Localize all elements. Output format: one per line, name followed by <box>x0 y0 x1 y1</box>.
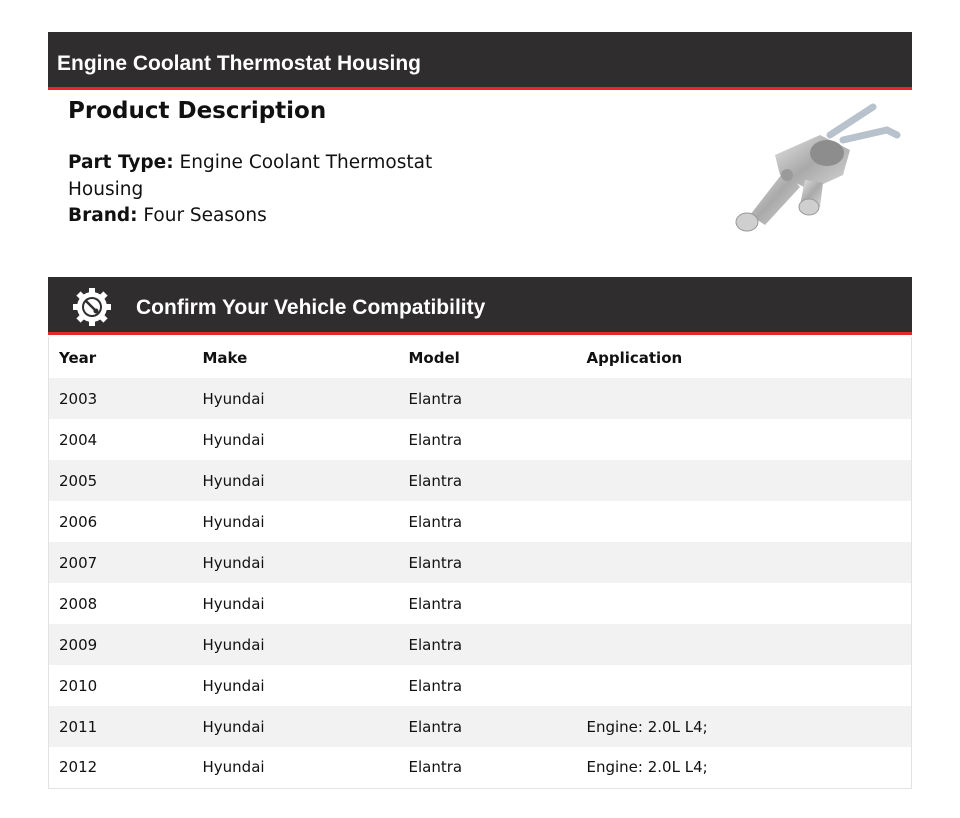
cell-application <box>577 460 912 501</box>
cell-make: Hyundai <box>202 635 265 654</box>
compatibility-table <box>48 337 912 789</box>
table-row <box>49 706 912 747</box>
cell-year: 2004 <box>59 430 98 449</box>
cell-year: 2006 <box>59 512 98 531</box>
cell-application: Engine: 2.0L L4; <box>586 717 708 736</box>
cell-application <box>577 665 912 706</box>
cell-application <box>577 624 912 665</box>
cell-application <box>577 378 912 419</box>
cell-make: Hyundai <box>202 553 265 572</box>
product-description <box>68 150 438 230</box>
compatibility-header <box>48 277 912 335</box>
cell-make: Hyundai <box>202 594 265 613</box>
cell-year: 2010 <box>59 676 98 695</box>
cell-model: Elantra <box>408 594 463 613</box>
cell-year: 2005 <box>59 471 98 490</box>
column-header-year: Year <box>59 348 97 367</box>
compatibility-title: Confirm Your Vehicle Compatibility <box>136 296 486 319</box>
cell-year: 2008 <box>59 594 98 613</box>
cell-model: Elantra <box>408 471 463 490</box>
gear-wrench-icon <box>70 285 114 329</box>
cell-application <box>577 501 912 542</box>
cell-model: Elantra <box>408 553 463 572</box>
cell-model: Elantra <box>408 676 463 695</box>
cell-year: 2009 <box>59 635 98 654</box>
column-header-application: Application <box>586 348 683 367</box>
cell-application <box>577 419 912 460</box>
table-row <box>49 460 912 501</box>
cell-make: Hyundai <box>202 512 265 531</box>
cell-application <box>577 583 912 624</box>
table-row <box>49 624 912 665</box>
brand-label: Brand: <box>68 205 138 226</box>
column-header-make: Make <box>202 348 248 367</box>
cell-model: Elantra <box>408 635 463 654</box>
cell-application: Engine: 2.0L L4; <box>586 758 708 777</box>
part-type-value: Engine Coolant Thermostat Housing <box>68 152 433 200</box>
cell-model: Elantra <box>408 389 463 408</box>
cell-year: 2012 <box>59 758 98 777</box>
table-row <box>49 583 912 624</box>
table-row <box>49 378 912 419</box>
cell-model: Elantra <box>408 430 463 449</box>
cell-make: Hyundai <box>202 430 265 449</box>
table-row <box>49 501 912 542</box>
cell-year: 2007 <box>59 553 98 572</box>
product-title-bar <box>48 32 912 90</box>
cell-make: Hyundai <box>202 471 265 490</box>
cell-make: Hyundai <box>202 676 265 695</box>
product-image <box>725 95 905 240</box>
cell-year: 2003 <box>59 389 98 408</box>
cell-application <box>577 542 912 583</box>
cell-year: 2011 <box>59 717 98 736</box>
cell-model: Elantra <box>408 717 463 736</box>
cell-make: Hyundai <box>202 389 265 408</box>
cell-model: Elantra <box>408 758 463 777</box>
table-row <box>49 665 912 706</box>
part-type-label: Part Type: <box>68 152 174 173</box>
cell-model: Elantra <box>408 512 463 531</box>
table-row <box>49 419 912 460</box>
table-row <box>49 747 912 788</box>
column-header-model: Model <box>408 348 460 367</box>
product-title: Engine Coolant Thermostat Housing <box>57 52 422 75</box>
brand-value: Four Seasons <box>143 205 267 226</box>
cell-make: Hyundai <box>202 758 265 777</box>
section-heading: Product Description <box>68 98 327 124</box>
table-row <box>49 542 912 583</box>
cell-make: Hyundai <box>202 717 265 736</box>
